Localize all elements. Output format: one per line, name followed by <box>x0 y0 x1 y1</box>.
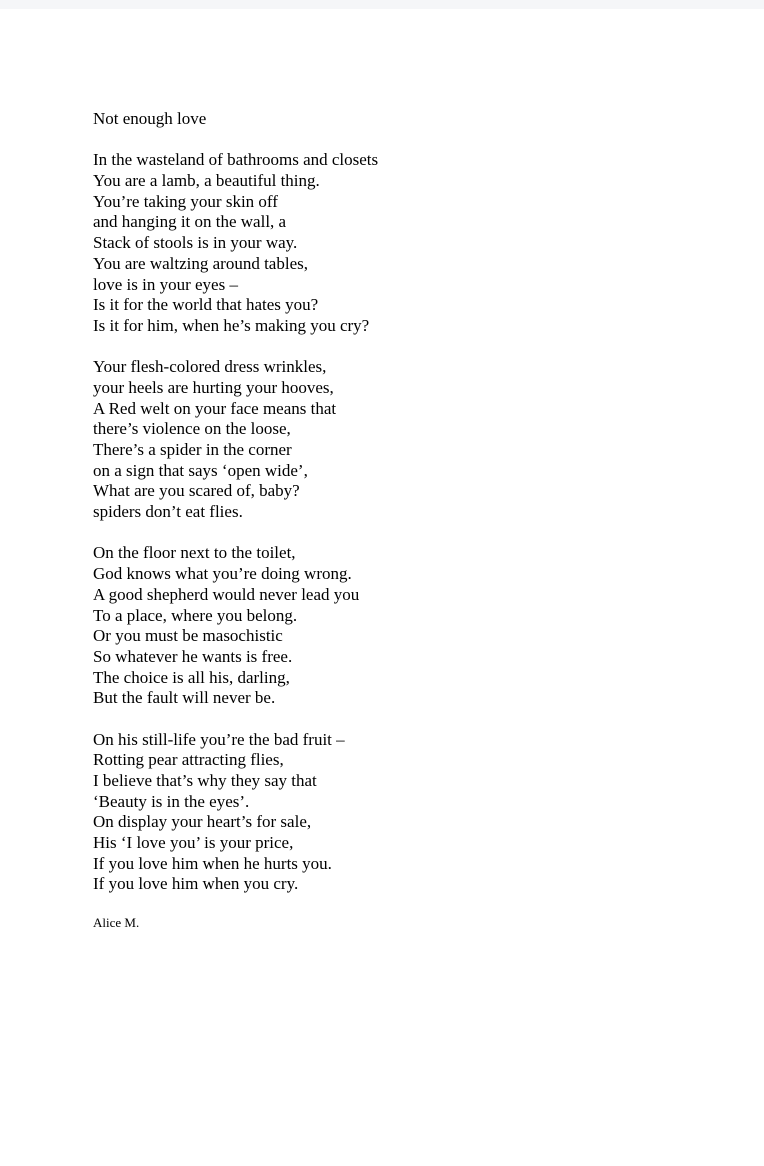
stanza <box>93 730 713 896</box>
document-page <box>0 9 764 1166</box>
poem-title: Not enough love <box>93 109 207 128</box>
poem-line: God knows what you’re doing wrong. <box>93 564 352 584</box>
poem-line: love is in your eyes – <box>93 274 238 294</box>
poem-line: In the wasteland of bathrooms and closets <box>93 150 379 170</box>
poem-line: So whatever he wants is free. <box>93 646 293 666</box>
poem-line: A good shepherd would never lead you <box>93 584 360 604</box>
poem-line: On his still-life you’re the bad fruit – <box>93 729 345 749</box>
poem-line: Is it for the world that hates you? <box>93 295 319 315</box>
poem-line: A Red welt on your face means that <box>93 398 337 418</box>
stanza <box>93 150 713 336</box>
poem-line: You are waltzing around tables, <box>93 253 308 273</box>
poem-line: ‘Beauty is in the eyes’. <box>93 791 250 811</box>
poem-body <box>93 150 713 895</box>
poem-line: I believe that’s why they say that <box>93 771 317 790</box>
poem-line: If you love him when he hurts you. <box>93 853 332 873</box>
poem-line: there’s violence on the loose, <box>93 419 291 439</box>
stanza <box>93 357 713 523</box>
top-strip <box>0 0 764 9</box>
poem-line: spiders don’t eat flies. <box>93 502 243 522</box>
poem-line: On display your heart’s for sale, <box>93 812 312 832</box>
poem-line: The choice is all his, darling, <box>93 667 290 687</box>
poem-line: What are you scared of, baby? <box>93 481 300 501</box>
poem-line: To a place, where you belong. <box>93 605 298 625</box>
author-signature: Alice M. <box>93 915 140 930</box>
poem-line: and hanging it on the wall, a <box>93 212 287 232</box>
poem-line: On the floor next to the toilet, <box>93 543 296 563</box>
poem-line: Rotting pear attracting flies, <box>93 750 284 770</box>
stanza <box>93 543 713 709</box>
poem-line: your heels are hurting your hooves, <box>93 377 334 397</box>
poem-line: Stack of stools is in your way. <box>93 233 298 253</box>
poem-line: on a sign that says ‘open wide’, <box>93 460 308 480</box>
poem-line: His ‘I love you’ is your price, <box>93 833 294 853</box>
poem-line: If you love him when you cry. <box>93 874 299 894</box>
poem-line: You’re taking your skin off <box>93 191 278 211</box>
poem-line: Is it for him, when he’s making you cry? <box>93 315 370 335</box>
poem-line: There’s a spider in the corner <box>93 440 292 459</box>
poem-line: But the fault will never be. <box>93 688 276 708</box>
poem-line: Or you must be masochistic <box>93 626 283 646</box>
poem-line: You are a lamb, a beautiful thing. <box>93 171 320 191</box>
poem <box>93 109 713 895</box>
poem-line: Your flesh-colored dress wrinkles, <box>93 357 327 377</box>
